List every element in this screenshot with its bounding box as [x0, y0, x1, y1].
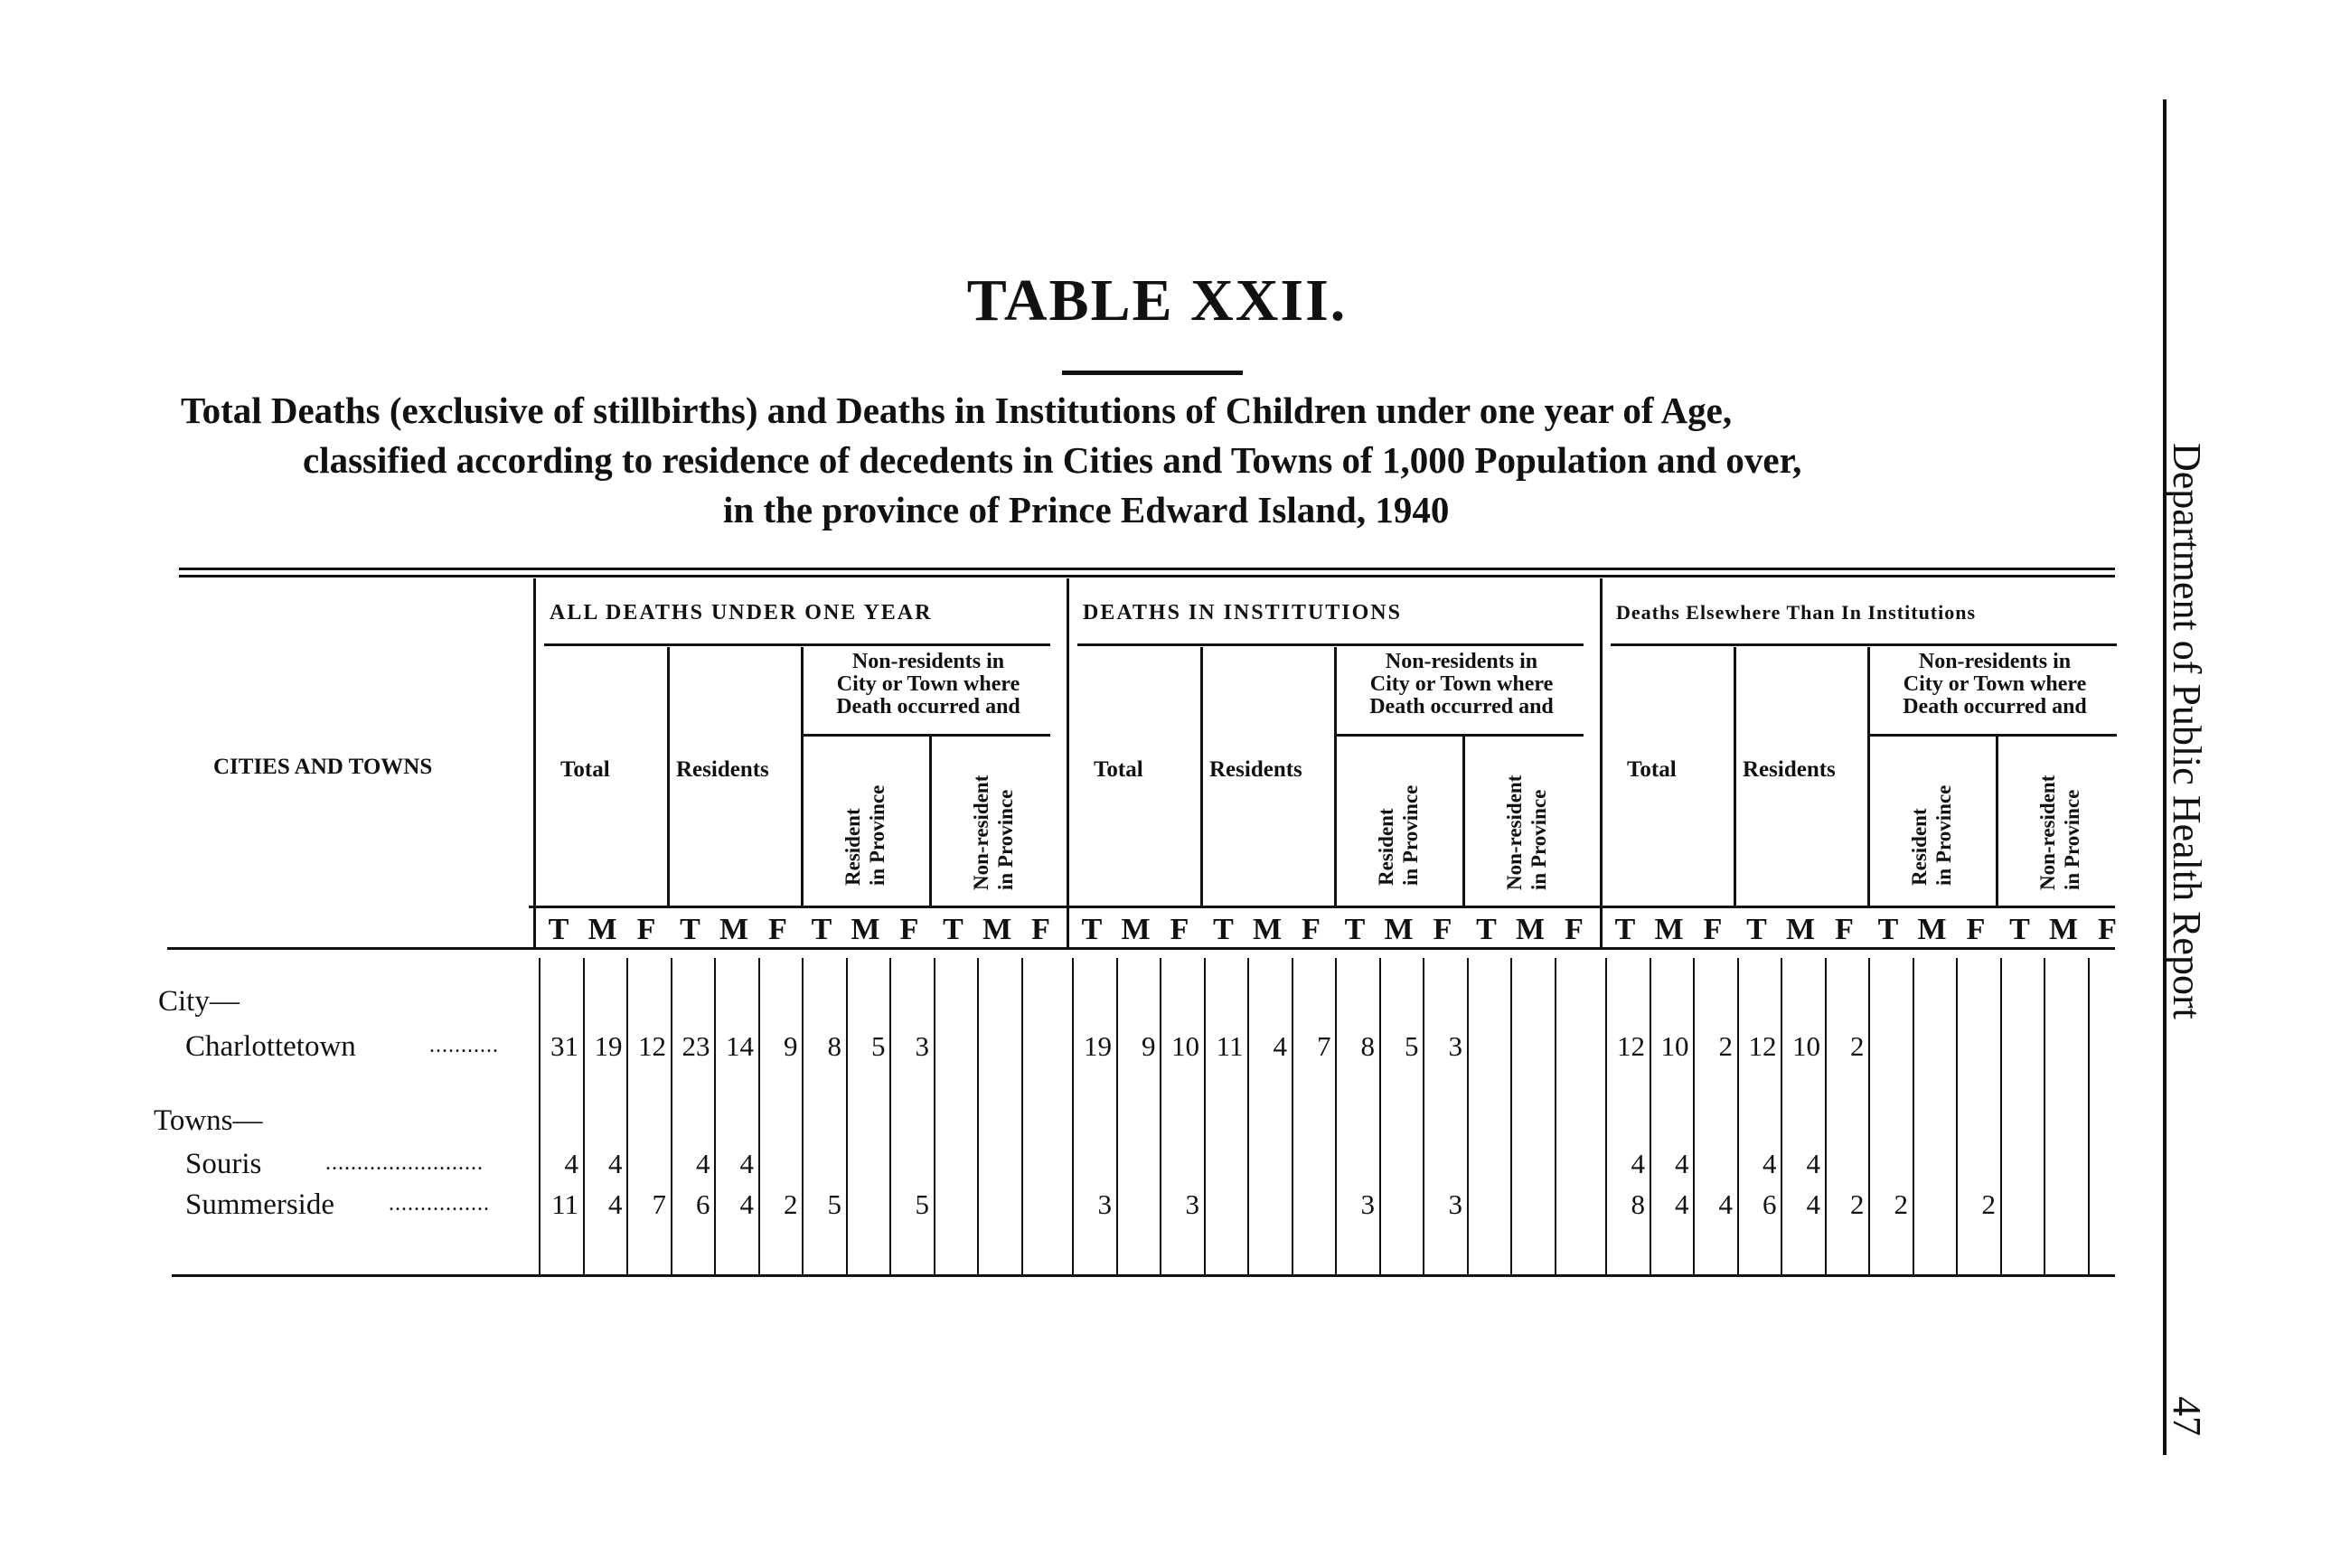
group-2-header-rule [1077, 643, 1584, 646]
row-charlottetown-cell-17: 4 [1273, 1030, 1287, 1062]
tmf-label-13: T [1081, 913, 1103, 946]
body-col-rule-14 [1116, 958, 1118, 1274]
group-1-header-rule [544, 643, 1050, 646]
row-souris-cell-25: 4 [1631, 1148, 1645, 1179]
tmf-label-26: M [1654, 913, 1684, 946]
group-2-nonres-header-line-2: City or Town where [1369, 672, 1554, 696]
tmf-label-19: T [1344, 913, 1366, 946]
tmf-label-27: F [1703, 913, 1723, 946]
group-1-subdivider-2 [801, 647, 804, 906]
group-2-resident-in-province-header-2: in Province [1399, 784, 1422, 886]
row-souris-cell-4: 4 [696, 1148, 710, 1179]
group-2-nonres-header-line-3: Death occurred and [1369, 695, 1554, 718]
tmf-label-18: F [1302, 913, 1321, 946]
body-col-rule-4 [671, 958, 672, 1274]
row-charlottetown-cell-1: 31 [550, 1030, 578, 1062]
row-summerside-cell-4: 6 [696, 1188, 710, 1220]
row-summerside-cell-27: 4 [1718, 1188, 1733, 1220]
tmf-label-20: M [1384, 913, 1414, 946]
row-summerside-cell-21: 3 [1448, 1188, 1462, 1220]
body-col-rule-17 [1247, 958, 1249, 1274]
group-2-nonres-header-line-1: Non-residents in [1385, 650, 1538, 673]
row-charlottetown-cell-8: 5 [871, 1030, 886, 1062]
row-charlottetown-cell-14: 9 [1142, 1030, 1156, 1062]
body-col-rule-24 [1555, 958, 1556, 1274]
row-charlottetown-cell-5: 14 [726, 1030, 754, 1062]
tmf-label-15: F [1170, 913, 1189, 946]
running-header: Department of Public Health Report [2165, 443, 2209, 1019]
body-col-rule-26 [1650, 958, 1651, 1274]
group-3-nonres-header-line-3: Death occurred and [1903, 695, 2087, 718]
body-col-rule-3 [626, 958, 628, 1274]
body-col-rule-32 [1913, 958, 1914, 1274]
row-summerside-cell-15: 3 [1185, 1188, 1199, 1220]
row-souris-cell-2: 4 [608, 1148, 623, 1179]
group-1-total-header: Total [560, 757, 610, 782]
tmf-label-25: T [1614, 913, 1636, 946]
tmf-label-8: M [851, 913, 880, 946]
group-1-nonres-header-line-2: City or Town where [836, 672, 1020, 696]
body-col-rule-1 [539, 958, 540, 1274]
tmf-label-2: M [588, 913, 617, 946]
row-charlottetown-cell-9: 3 [915, 1030, 929, 1062]
tmf-label-24: F [1565, 913, 1584, 946]
row-charlottetown-cell-19: 8 [1360, 1030, 1375, 1062]
row-souris-label: Souris [185, 1148, 262, 1180]
section-towns-label: Towns— [154, 1104, 263, 1137]
row-charlottetown-cell-20: 5 [1405, 1030, 1419, 1062]
tmf-label-33: F [1966, 913, 1986, 946]
row-summerside-cell-26: 4 [1675, 1188, 1689, 1220]
body-col-rule-36 [2088, 958, 2090, 1274]
subtitle-line-3: in the province of Prince Edward Island, 1940 [723, 489, 1450, 530]
group-3-nonresident-in-province-header-1: Non-resident [2036, 775, 2059, 890]
tmf-label-35: M [2048, 913, 2079, 946]
page-number: 47 [2165, 1396, 2209, 1436]
tmf-label-28: T [1746, 913, 1767, 946]
group-1-resident-in-province-header-2: in Province [866, 784, 888, 886]
group-3-subdivider-2 [1867, 647, 1870, 906]
group-1-resident-in-province-header-1: Resident [841, 808, 864, 886]
tmf-label-11: M [982, 913, 1012, 946]
row-summerside-cell-19: 3 [1360, 1188, 1375, 1220]
row-summerside-cell-2: 4 [608, 1188, 623, 1220]
row-summerside-cell-31: 2 [1894, 1188, 1908, 1220]
body-col-rule-7 [802, 958, 804, 1274]
group-3-header: Deaths Elsewhere Than In Institutions [1616, 601, 1977, 624]
body-col-rule-33 [1956, 958, 1958, 1274]
row-charlottetown-cell-27: 2 [1718, 1030, 1733, 1062]
body-col-rule-12 [1021, 958, 1023, 1274]
row-charlottetown-cell-25: 12 [1617, 1030, 1645, 1062]
row-charlottetown-label: Charlottetown [185, 1030, 356, 1063]
tmf-label-34: T [2009, 913, 2030, 946]
group-3-divider [1600, 578, 1603, 949]
body-col-rule-25 [1605, 958, 1607, 1274]
body-col-rule-16 [1204, 958, 1206, 1274]
body-col-rule-5 [714, 958, 716, 1274]
group-1-subdivider-3 [929, 737, 932, 906]
row-charlottetown-cell-29: 10 [1792, 1030, 1820, 1062]
group-1-residents-header: Residents [676, 757, 769, 782]
body-col-rule-23 [1510, 958, 1512, 1274]
group-3-nonres-rule [1867, 734, 2117, 737]
row-charlottetown-cell-26: 10 [1660, 1030, 1689, 1062]
row-summerside-label: Summerside [185, 1188, 334, 1221]
row-charlottetown-cell-4: 23 [682, 1030, 710, 1062]
body-col-rule-29 [1781, 958, 1782, 1274]
row-charlottetown-cell-28: 12 [1748, 1030, 1777, 1062]
body-col-rule-35 [2044, 958, 2045, 1274]
tmf-label-14: M [1121, 913, 1151, 946]
tmf-bottom-rule [167, 947, 2115, 950]
row-souris-leader: ......................... [325, 1151, 484, 1175]
tmf-label-32: M [1917, 913, 1947, 946]
group-3-header-rule [1611, 643, 2117, 646]
tmf-label-9: F [899, 913, 919, 946]
tmf-label-6: F [768, 913, 787, 946]
row-summerside-cell-30: 2 [1850, 1188, 1865, 1220]
tmf-label-21: F [1433, 913, 1452, 946]
row-summerside-leader: ................ [389, 1192, 490, 1216]
row-summerside-cell-29: 4 [1806, 1188, 1820, 1220]
tmf-label-16: T [1213, 913, 1234, 946]
row-souris-cell-1: 4 [564, 1148, 578, 1179]
group-2-nonres-rule [1334, 734, 1584, 737]
body-col-rule-10 [934, 958, 935, 1274]
group-2-subdivider-2 [1334, 647, 1337, 906]
body-col-rule-21 [1423, 958, 1424, 1274]
body-col-rule-13 [1072, 958, 1074, 1274]
tmf-label-17: M [1252, 913, 1283, 946]
row-charlottetown-cell-13: 19 [1084, 1030, 1112, 1062]
row-charlottetown-cell-3: 12 [638, 1030, 666, 1062]
tmf-top-rule [529, 906, 2115, 908]
group-2-nonresident-in-province-header-2: in Province [1528, 789, 1550, 890]
body-col-rule-19 [1335, 958, 1337, 1274]
row-summerside-cell-6: 2 [784, 1188, 798, 1220]
table-top-rule-2 [179, 575, 2115, 577]
group-3-resident-in-province-header-1: Resident [1908, 808, 1931, 886]
body-col-rule-11 [977, 958, 979, 1274]
group-2-nonresident-in-province-header-1: Non-resident [1503, 775, 1526, 890]
row-charlottetown-cell-6: 9 [784, 1030, 798, 1062]
group-3-residents-header: Residents [1743, 757, 1836, 782]
body-col-rule-34 [2000, 958, 2002, 1274]
group-3-nonres-header-line-2: City or Town where [1903, 672, 2087, 696]
group-2-total-header: Total [1094, 757, 1143, 782]
stub-header: CITIES AND TOWNS [213, 755, 433, 779]
row-summerside-cell-33: 2 [1981, 1188, 1996, 1220]
tmf-label-4: T [680, 913, 700, 946]
group-3-subdivider-3 [1996, 737, 1998, 906]
tmf-label-31: T [1877, 913, 1899, 946]
group-2-subdivider-3 [1462, 737, 1465, 906]
group-1-nonresident-in-province-header-2: in Province [994, 789, 1017, 890]
tmf-label-7: T [811, 913, 832, 946]
row-charlottetown-cell-2: 19 [594, 1030, 623, 1062]
row-souris-cell-29: 4 [1806, 1148, 1820, 1179]
tmf-label-12: F [1031, 913, 1050, 946]
group-2-residents-header: Residents [1209, 757, 1302, 782]
body-col-rule-20 [1379, 958, 1381, 1274]
group-3-subdivider-1 [1734, 647, 1736, 906]
row-charlottetown-cell-30: 2 [1850, 1030, 1865, 1062]
group-3-nonresident-in-province-header-2: in Province [2061, 789, 2083, 890]
group-1-subdivider-1 [667, 647, 670, 906]
group-3-total-header: Total [1627, 757, 1677, 782]
section-city-label: City— [158, 985, 240, 1018]
row-charlottetown-cell-7: 8 [827, 1030, 841, 1062]
row-souris-cell-26: 4 [1675, 1148, 1689, 1179]
row-summerside-cell-1: 11 [551, 1188, 578, 1220]
table-top-rule [179, 568, 2115, 570]
body-col-rule-8 [846, 958, 848, 1274]
tmf-label-29: M [1785, 913, 1816, 946]
body-col-rule-30 [1825, 958, 1827, 1274]
table-title: TABLE XXII. [966, 268, 1348, 333]
tmf-label-22: T [1476, 913, 1497, 946]
group-3-resident-in-province-header-2: in Province [1932, 784, 1955, 886]
row-charlottetown-cell-15: 10 [1171, 1030, 1199, 1062]
body-col-rule-22 [1467, 958, 1469, 1274]
body-col-rule-15 [1160, 958, 1161, 1274]
group-1-nonres-header-line-1: Non-residents in [851, 650, 1005, 673]
row-charlottetown-cell-21: 3 [1448, 1030, 1462, 1062]
row-charlottetown-leader: ........... [429, 1034, 499, 1057]
body-col-rule-2 [583, 958, 585, 1274]
group-2-header: DEATHS IN INSTITUTIONS [1083, 601, 1402, 624]
tmf-label-23: M [1515, 913, 1546, 946]
row-summerside-cell-13: 3 [1097, 1188, 1112, 1220]
tmf-label-36: F [2098, 913, 2117, 946]
table-bottom-rule [172, 1274, 2115, 1277]
tmf-label-30: F [1835, 913, 1854, 946]
body-col-rule-31 [1868, 958, 1870, 1274]
row-summerside-cell-3: 7 [652, 1188, 666, 1220]
row-charlottetown-cell-18: 7 [1317, 1030, 1331, 1062]
group-3-nonres-header-line-1: Non-residents in [1918, 650, 2072, 673]
row-souris-cell-28: 4 [1762, 1148, 1777, 1179]
row-summerside-cell-28: 6 [1762, 1188, 1777, 1220]
subtitle-line-1: Total Deaths (exclusive of stillbirths) and Deaths in Institutions of Children under one year of Age, [181, 390, 1733, 431]
row-souris-cell-5: 4 [739, 1148, 754, 1179]
tmf-label-1: T [548, 913, 569, 946]
row-summerside-cell-9: 5 [915, 1188, 929, 1220]
row-summerside-cell-25: 8 [1631, 1188, 1645, 1220]
group-2-resident-in-province-header-1: Resident [1375, 808, 1397, 886]
group-2-subdivider-1 [1200, 647, 1203, 906]
group-2-divider [1067, 578, 1069, 949]
row-summerside-cell-5: 4 [739, 1188, 754, 1220]
body-col-rule-28 [1737, 958, 1739, 1274]
group-1-nonres-header-line-3: Death occurred and [836, 695, 1020, 718]
row-charlottetown-cell-16: 11 [1216, 1030, 1244, 1062]
group-1-nonresident-in-province-header-1: Non-resident [970, 775, 992, 890]
body-col-rule-27 [1693, 958, 1695, 1274]
group-1-nonres-rule [801, 734, 1050, 737]
body-col-rule-9 [889, 958, 891, 1274]
body-col-rule-18 [1292, 958, 1293, 1274]
subtitle-line-2: classified according to residence of decedents in Cities and Towns of 1,000 Population and over, [303, 439, 1802, 481]
tmf-label-5: M [719, 913, 749, 946]
group-1-divider [533, 578, 536, 949]
group-1-header: ALL DEATHS UNDER ONE YEAR [550, 601, 933, 624]
tmf-label-10: T [943, 913, 964, 946]
body-col-rule-6 [758, 958, 760, 1274]
row-summerside-cell-7: 5 [827, 1188, 841, 1220]
tmf-label-3: F [636, 913, 656, 946]
